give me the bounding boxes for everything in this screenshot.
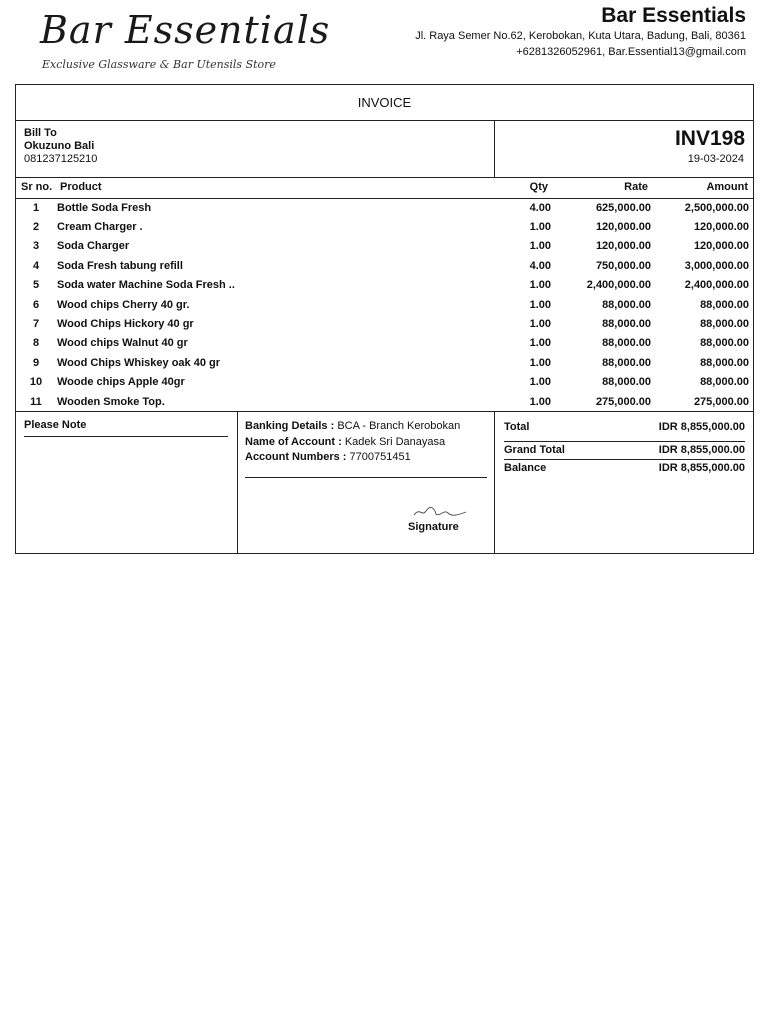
row-sr: 3	[32, 240, 40, 253]
row-amount: 3,000,000.00	[684, 259, 749, 272]
row-product: Soda water Machine Soda Fresh ..	[57, 279, 235, 292]
row-product: Wood chips Walnut 40 gr	[57, 337, 188, 350]
table-row	[16, 315, 753, 334]
row-qty: 4.00	[529, 201, 551, 214]
row-qty: 1.00	[529, 240, 551, 253]
row-rate: 88,000.00	[602, 337, 651, 350]
total-value: IDR 8,855,000.00	[658, 421, 745, 433]
row-sr: 7	[32, 317, 40, 330]
row-sr: 5	[32, 279, 40, 292]
account-name-label: Name of Account :	[245, 435, 342, 448]
signature-label: Signature	[408, 521, 459, 533]
table-row	[16, 296, 753, 315]
table-row	[16, 237, 753, 256]
header-product: Product	[60, 181, 102, 193]
divider	[24, 436, 228, 437]
table-row	[16, 334, 753, 353]
company-info	[415, 4, 746, 60]
row-rate: 88,000.00	[602, 298, 651, 311]
row-qty: 1.00	[529, 395, 551, 408]
row-sr: 4	[32, 259, 40, 272]
company-contact: +6281326052961, Bar.Essential13@gmail.com	[516, 46, 746, 58]
row-amount: 88,000.00	[700, 337, 749, 350]
row-rate: 88,000.00	[602, 376, 651, 389]
row-rate: 750,000.00	[595, 259, 651, 272]
row-qty: 1.00	[529, 337, 551, 350]
grand-total-label: Grand Total	[504, 444, 565, 456]
row-amount: 2,500,000.00	[684, 201, 749, 214]
row-rate: 88,000.00	[602, 317, 651, 330]
banking-label: Banking Details :	[245, 420, 335, 432]
table-row	[16, 373, 753, 392]
balance-value: IDR 8,855,000.00	[658, 462, 745, 474]
divider	[494, 411, 495, 553]
row-product: Woode chips Apple 40gr	[57, 376, 185, 389]
row-qty: 1.00	[529, 317, 551, 330]
row-product: Cream Charger .	[57, 220, 143, 233]
table-row	[16, 199, 753, 218]
row-amount: 275,000.00	[693, 395, 749, 408]
invoice-number: INV198	[674, 127, 745, 150]
company-logo	[28, 6, 331, 78]
invoice-frame	[15, 84, 754, 554]
company-address: Jl. Raya Semer No.62, Kerobokan, Kuta Utara, Badung, Bali, 80361	[415, 30, 746, 42]
divider	[504, 441, 745, 442]
row-sr: 10	[29, 376, 43, 389]
table-row	[16, 276, 753, 295]
row-product: Wooden Smoke Top.	[57, 395, 165, 408]
logo-text: Bar Essentials	[40, 8, 331, 52]
company-name: Bar Essentials	[601, 4, 746, 27]
account-name-value: Kadek Sri Danayasa	[344, 435, 446, 448]
row-rate: 2,400,000.00	[586, 279, 651, 292]
table-row	[16, 257, 753, 276]
row-product: Bottle Soda Fresh	[57, 201, 152, 214]
balance-label: Balance	[504, 462, 547, 474]
row-sr: 6	[32, 298, 40, 311]
row-amount: 88,000.00	[700, 298, 749, 311]
row-qty: 1.00	[529, 376, 551, 389]
customer-phone: 081237125210	[24, 153, 98, 165]
row-sr: 11	[30, 395, 42, 408]
please-note-label: Please Note	[24, 419, 87, 431]
row-amount: 88,000.00	[700, 376, 749, 389]
bill-to-block	[24, 127, 97, 166]
logo-tagline: Exclusive Glassware & Bar Utensils Store	[42, 58, 276, 71]
divider	[504, 459, 745, 460]
row-qty: 1.00	[529, 356, 551, 369]
line-items	[16, 198, 753, 412]
table-row	[16, 354, 753, 373]
divider	[245, 477, 487, 478]
row-amount: 88,000.00	[700, 356, 749, 369]
table-row	[16, 393, 753, 412]
row-product: Wood chips Cherry 40 gr.	[57, 298, 190, 311]
header-sr: Sr no.	[21, 181, 53, 193]
row-sr: 9	[32, 356, 40, 369]
row-product: Wood Chips Whiskey oak 40 gr	[57, 356, 220, 369]
total-label: Total	[504, 421, 530, 433]
row-amount: 88,000.00	[700, 317, 749, 330]
table-header	[16, 178, 753, 198]
grand-total-value: IDR 8,855,000.00	[658, 444, 745, 456]
invoice-title: INVOICE	[16, 85, 753, 121]
row-rate: 120,000.00	[595, 240, 651, 253]
table-row	[16, 218, 753, 237]
row-product: Soda Charger	[57, 240, 130, 253]
row-amount: 2,400,000.00	[684, 279, 749, 292]
divider	[16, 411, 753, 412]
row-qty: 1.00	[529, 298, 551, 311]
header-qty: Qty	[529, 181, 548, 193]
row-qty: 1.00	[529, 220, 551, 233]
divider	[494, 120, 495, 177]
row-rate: 625,000.00	[595, 201, 651, 214]
invoice-date: 19-03-2024	[687, 153, 744, 165]
row-qty: 4.00	[529, 259, 551, 272]
row-amount: 120,000.00	[693, 220, 749, 233]
header-amount: Amount	[706, 181, 748, 193]
row-rate: 120,000.00	[595, 220, 651, 233]
banking-value: BCA - Branch Kerobokan	[337, 420, 461, 432]
header-rate: Rate	[624, 181, 648, 193]
account-number-value: 7700751451	[349, 451, 411, 463]
divider	[237, 411, 238, 553]
row-sr: 1	[32, 201, 40, 214]
row-product: Wood Chips Hickory 40 gr	[57, 317, 194, 330]
row-amount: 120,000.00	[693, 240, 749, 253]
signature-mark-icon	[412, 505, 468, 519]
row-rate: 88,000.00	[602, 356, 651, 369]
row-sr: 8	[32, 337, 40, 350]
row-qty: 1.00	[529, 279, 551, 292]
row-rate: 275,000.00	[595, 395, 651, 408]
bill-to-label: Bill To	[24, 127, 57, 139]
account-number-label: Account Numbers :	[245, 451, 347, 463]
banking-details	[245, 419, 460, 466]
row-sr: 2	[32, 220, 40, 233]
customer-name: Okuzuno Bali	[24, 140, 95, 152]
row-product: Soda Fresh tabung refill	[57, 259, 183, 272]
